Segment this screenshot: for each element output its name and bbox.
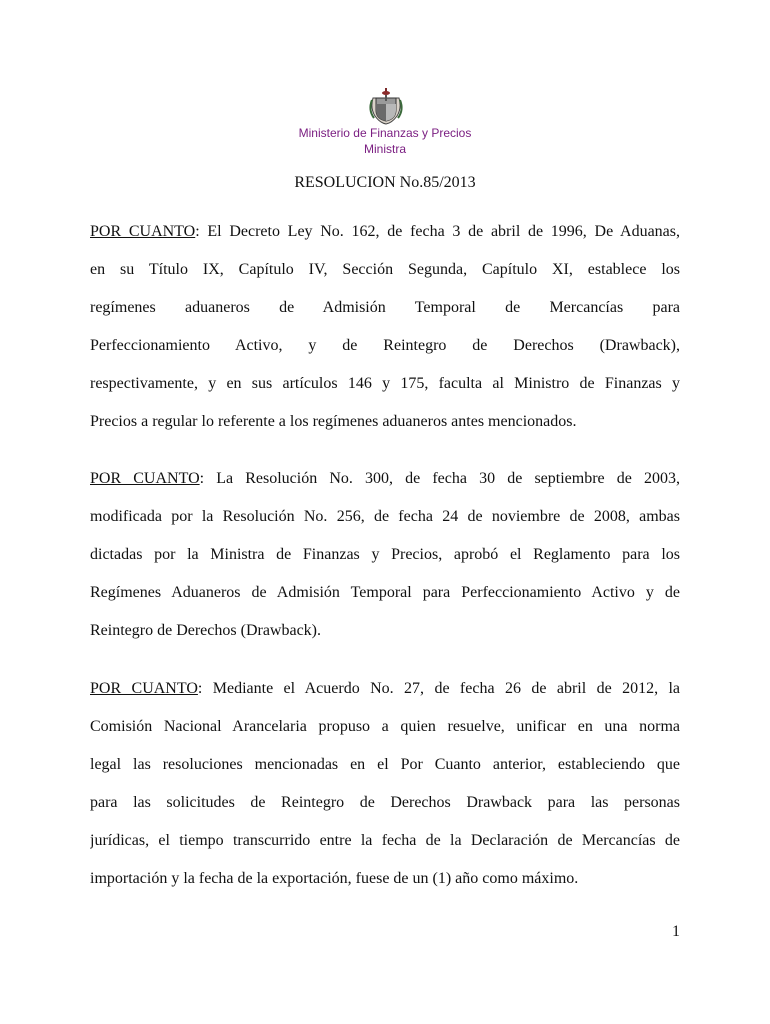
paragraph-line: para las solicitudes de Reintegro de Derechos Drawback para las personas [90,794,680,811]
por-cuanto-label: POR CUANTO [90,470,200,487]
paragraph-line: Precios a regular lo referente a los regímenes aduaneros antes mencionados. [90,413,577,430]
document-title: RESOLUCION No.85/2013 [294,174,476,191]
por-cuanto-label: POR CUANTO [90,223,196,240]
ministry-name: Ministerio de Finanzas y Precios [298,126,472,140]
paragraph-line: respectivamente, y en sus artículos 146 y 175, faculta al Ministro de Finanzas y [90,375,680,392]
paragraph-line: en su Título IX, Capítulo IV, Sección Segunda, Capítulo XI, establece los [90,261,680,278]
paragraph-line: jurídicas, el tiempo transcurrido entre la fecha de la Declaración de Mercancías de [90,832,680,849]
paragraph-line: POR CUANTO: La Resolución No. 300, de fecha 30 de septiembre de 2003, [90,470,680,487]
paragraph-line: Regímenes Aduaneros de Admisión Temporal para Perfeccionamiento Activo y de [90,584,680,601]
paragraph-line: Reintegro de Derechos (Drawback). [90,622,322,639]
paragraph-line: Perfeccionamiento Activo, y de Reintegro de Derechos (Drawback), [90,337,680,354]
paragraph-line: regímenes aduaneros de Admisión Temporal de Mercancías para [90,299,680,316]
paragraph-line: Comisión Nacional Arancelaria propuso a quien resuelve, unificar en una norma [90,718,680,735]
page-number: 1 [672,923,680,940]
coat-of-arms-icon [366,86,406,126]
paragraph-line: modificada por la Resolución No. 256, de fecha 24 de noviembre de 2008, ambas [90,508,680,525]
paragraph-line: POR CUANTO: El Decreto Ley No. 162, de fecha 3 de abril de 1996, De Aduanas, [90,223,680,240]
office-name: Ministra [363,142,406,156]
paragraph-line: importación y la fecha de la exportación, fuese de un (1) año como máximo. [90,870,579,887]
por-cuanto-label: POR CUANTO [90,680,198,697]
paragraph-line: legal las resoluciones mencionadas en el Por Cuanto anterior, estableciendo que [90,756,680,773]
paragraph-line: dictadas por la Ministra de Finanzas y Precios, aprobó el Reglamento para los [90,546,680,563]
paragraph-line: POR CUANTO: Mediante el Acuerdo No. 27, de fecha 26 de abril de 2012, la [90,680,680,697]
